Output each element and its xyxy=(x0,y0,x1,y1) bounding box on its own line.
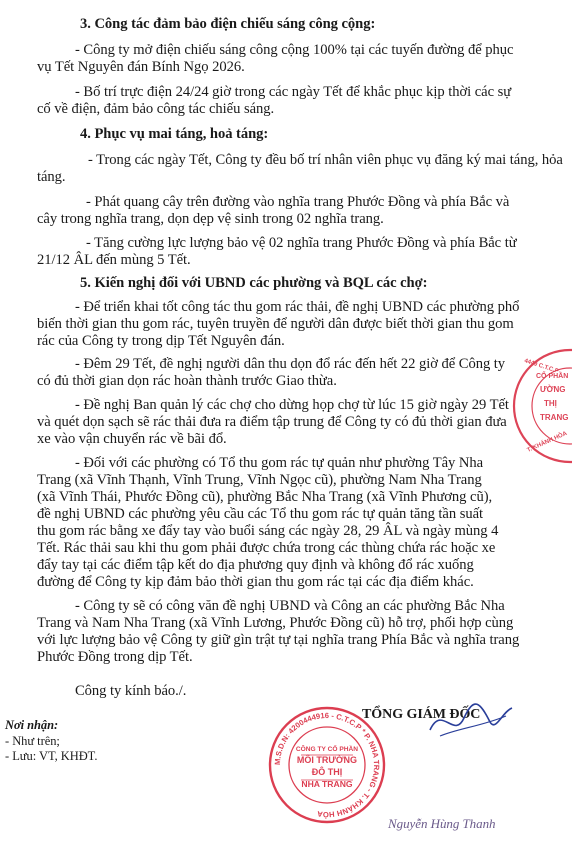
paragraph-line: - Để triển khai tốt công tác thu gom rác thải, đề nghị UBND các phường phổ xyxy=(75,299,520,315)
seal-line: MÔI TRƯỜNG xyxy=(296,755,358,765)
svg-text:THỊ: THỊ xyxy=(544,399,557,408)
paragraph-line: Trang (xã Vĩnh Thạnh, Vĩnh Trung, Vĩnh Ngọc cũ), phường Nam Nha Trang xyxy=(37,472,482,488)
paragraph-line: Phước Đồng trong dịp Tết. xyxy=(37,649,193,665)
paragraph-line: - Công ty sẽ có công văn đề nghị UBND và Công an các phường Bắc Nha xyxy=(75,598,505,614)
recipient-item: - Như trên; xyxy=(5,734,60,748)
paragraph-line: - Đối với các phường có Tổ thu gom rác tự quản như phường Tây Nha xyxy=(75,455,484,471)
paragraph-line: - Tăng cường lực lượng bảo vệ 02 nghĩa trang Phước Đồng và phía Bắc từ xyxy=(86,235,517,251)
paragraph-line: táng. xyxy=(37,169,66,185)
section-3-heading: 3. Công tác đảm bảo điện chiếu sáng công cộng: xyxy=(80,16,376,32)
paragraph-line: biến thời gian thu gom rác, tuyên truyền để người dân được biết thời gian thu gom xyxy=(37,316,514,332)
section-5-heading: 5. Kiến nghị đối với UBND các phường và BQL các chợ: xyxy=(80,275,428,291)
paragraph-line: với lực lượng bảo vệ Công ty giữ gìn trật tự tại nghĩa trang Phía Bắc và nghĩa trang xyxy=(37,632,520,648)
paragraph-line: đề nghị UBND các phường yêu cầu các Tổ thu gom rác tự quản tăng tần suất xyxy=(37,506,483,522)
svg-text:T. KHÁNH HÒA: T. KHÁNH HÒA xyxy=(526,430,569,454)
paragraph-line: - Phát quang cây trên đường vào nghĩa trang Phước Đồng và phía Bắc và xyxy=(86,194,510,210)
svg-text:ƯỜNG: ƯỜNG xyxy=(540,385,566,394)
seal-line: CÔNG TY CỔ PHẦN xyxy=(295,746,359,753)
closing-text: Công ty kính báo./. xyxy=(75,683,187,699)
paragraph-line: cố về điện, đảm bảo công tác chiếu sáng. xyxy=(37,101,275,117)
company-seal-stamp xyxy=(267,705,387,825)
paragraph-line: vụ Tết Nguyên đán Bính Ngọ 2026. xyxy=(37,59,245,75)
svg-text:4449 C.T.C.P: 4449 C.T.C.P xyxy=(523,358,560,375)
paragraph-line: (xã Vĩnh Thái, Phước Đồng cũ), phường Bắc Nha Trang (xã Vĩnh Phương cũ), xyxy=(37,489,493,505)
signer-name: Nguyễn Hùng Thanh xyxy=(388,816,496,831)
paragraph-line: thu gom rác bằng xe đẩy tay vào buổi sáng các ngày 28, 29 ÂL và ngày mùng 4 xyxy=(37,523,499,539)
paragraph-line: 21/12 ÂL đến mùng 5 Tết. xyxy=(37,252,191,268)
paragraph-line: đẩy tay tại các điểm tập kết do địa phương quy định và không đổ rác xuống xyxy=(37,557,474,573)
paragraph-line: Trang và Nam Nha Trang (xã Vĩnh Lương, Phước Đồng cũ) hỗ trợ, phối hợp cùng xyxy=(37,615,514,631)
paragraph-line: và quét dọn sạch sẽ rác thải đưa ra điểm tập trung để Công ty có đủ thời gian đưa xyxy=(37,414,507,430)
paragraph-line: Tết. Rác thải sau khi thu gom phải được chứa trong các thùng chứa rác hoặc xe xyxy=(37,540,496,556)
paragraph-line: - Trong các ngày Tết, Công ty đều bố trí nhân viên phục vụ đăng ký mai táng, hỏa xyxy=(88,152,563,168)
paragraph-line: cây trong nghĩa trang, dọn dẹp vệ sinh trong 02 nghĩa trang. xyxy=(37,211,384,227)
paragraph-line: - Công ty mở điện chiếu sáng công cộng 100% tại các tuyến đường để phục xyxy=(75,42,514,58)
paragraph-line: có đủ thời gian dọn rác hoàn thành trước Giao thừa. xyxy=(37,373,337,389)
svg-text:TRANG: TRANG xyxy=(540,413,569,422)
seal-ring-text: M.S.D.N: 4200444916 - C.T.C.P * P. NHA TRANG - T. KHÁNH HÒA xyxy=(272,710,382,820)
paragraph-line: đường để Công ty kịp đảm bảo thời gian thu gom rác tại các địa điểm khác. xyxy=(37,574,474,590)
signature-scribble xyxy=(420,696,520,756)
paragraph-line: - Đề nghị Ban quản lý các chợ cho dừng họp chợ từ lúc 15 giờ ngày 29 Tết xyxy=(75,397,509,413)
recipient-item: - Lưu: VT, KHĐT. xyxy=(5,749,98,763)
paragraph-line: - Bố trí trực điện 24/24 giờ trong các ngày Tết để khắc phục kịp thời các sự xyxy=(75,84,512,100)
section-4-heading: 4. Phục vụ mai táng, hoả táng: xyxy=(80,126,269,142)
seal-line: ĐÔ THỊ xyxy=(311,767,343,777)
signature-position: TỔNG GIÁM ĐỐC xyxy=(362,707,481,722)
svg-text:CỔ PHẦN: CỔ PHẦN xyxy=(536,373,569,380)
margin-seal-stamp-partial xyxy=(506,348,572,468)
paragraph-line: - Đêm 29 Tết, đề nghị người dân thu dọn đổ rác đến hết 22 giờ để Công ty xyxy=(75,356,506,372)
paragraph-line: xe vào vận chuyển rác về bãi đổ. xyxy=(37,431,227,447)
seal-line: NHA TRANG xyxy=(301,779,353,789)
recipients-title: Nơi nhận: xyxy=(5,718,59,732)
paragraph-line: rác của Công ty trong dịp Tết Nguyên đán. xyxy=(37,333,285,349)
